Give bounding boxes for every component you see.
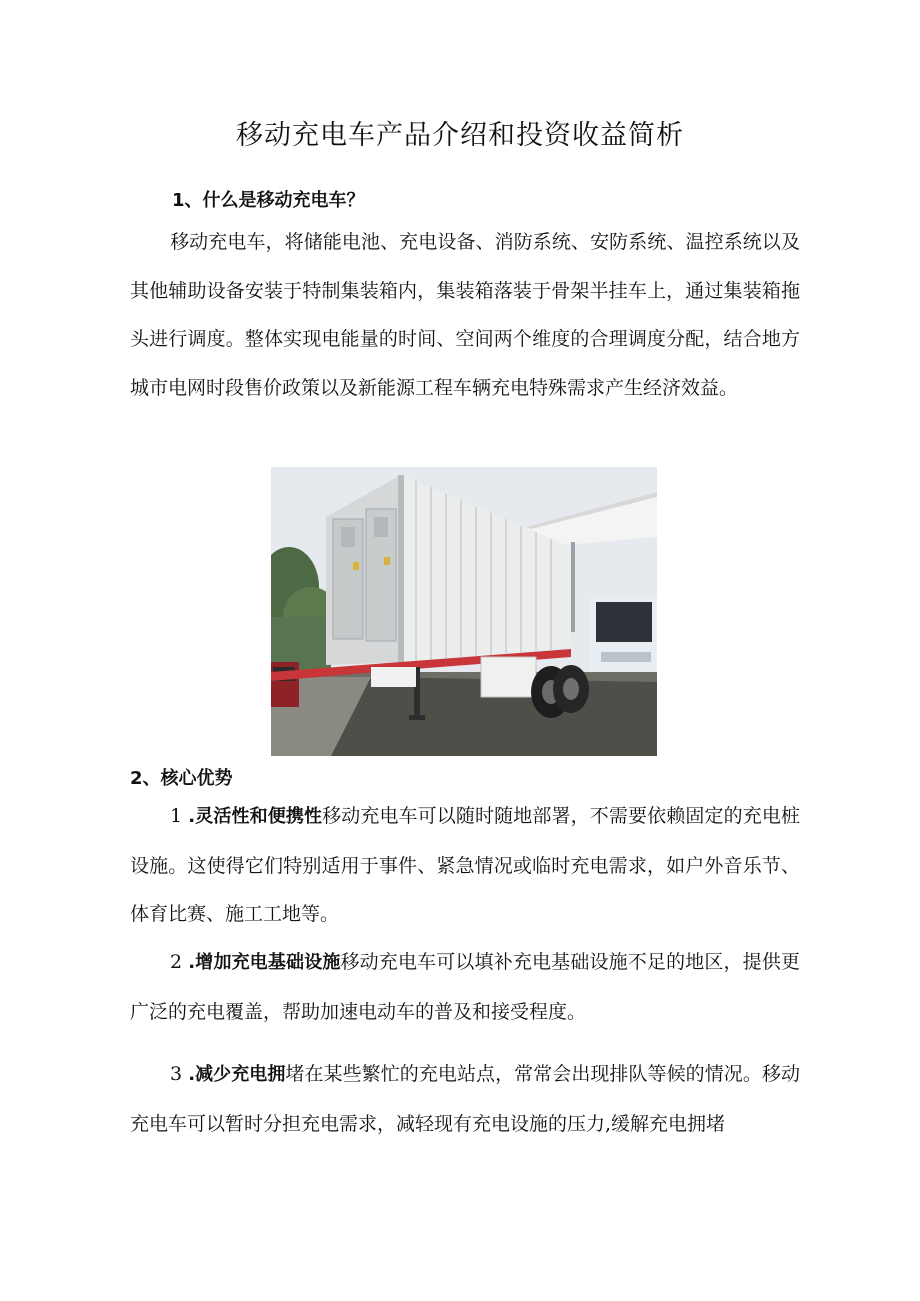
advantage-text: 移动充电车可以填补充电基础设施不足的地区，提供更广泛的充电覆盖，帮助加速电动车的普及和接受程度。 bbox=[130, 951, 800, 1023]
advantage-number: 2 bbox=[170, 951, 183, 973]
document-title: 移动充电车产品介绍和投资收益简析 bbox=[236, 120, 684, 151]
trailer-photo bbox=[271, 467, 657, 756]
advantage-number: 3 bbox=[170, 1063, 183, 1085]
trailer-container-photo-icon bbox=[271, 467, 657, 756]
advantage-title: .减少充电拥 bbox=[188, 1064, 286, 1085]
section1-body bbox=[130, 218, 800, 412]
advantage-title: .增加充电基础设施 bbox=[188, 952, 341, 973]
section1-heading: 1、什么是移动充电车？ bbox=[172, 190, 365, 211]
section2-heading: 2、核心优势 bbox=[130, 768, 233, 789]
advantage-title: .灵活性和便携性 bbox=[188, 806, 323, 827]
advantage-text: 移动充电车可以随时随地部署，不需要依赖固定的充电桩设施。这使得它们特别适用于事件、紧急情况或临时充电需求，如户外音乐节、体育比赛、施工工地等。 bbox=[130, 805, 800, 925]
advantage-item-3 bbox=[130, 1050, 800, 1148]
section1-body-text: 移动充电车，将储能电池、充电设备、消防系统、安防系统、温控系统以及其他辅助设备安装于特制集装箱内，集装箱落装于骨架半挂车上，通过集装箱拖头进行调度。整体实现电能量的时间、空间两个维度的合理调度分配，结合地方城市电网时段售价政策以及新能源工程车辆充电特殊需求产生经济效益。 bbox=[130, 231, 800, 399]
advantage-text: 堵在某些繁忙的充电站点，常常会出现排队等候的情况。移动充电车可以暂时分担充电需求，减轻现有充电设施的压力,缓解充电拥堵 bbox=[130, 1063, 800, 1135]
advantage-item-1 bbox=[130, 792, 800, 939]
advantage-number: 1 bbox=[170, 805, 183, 827]
advantage-item-2 bbox=[130, 938, 800, 1036]
